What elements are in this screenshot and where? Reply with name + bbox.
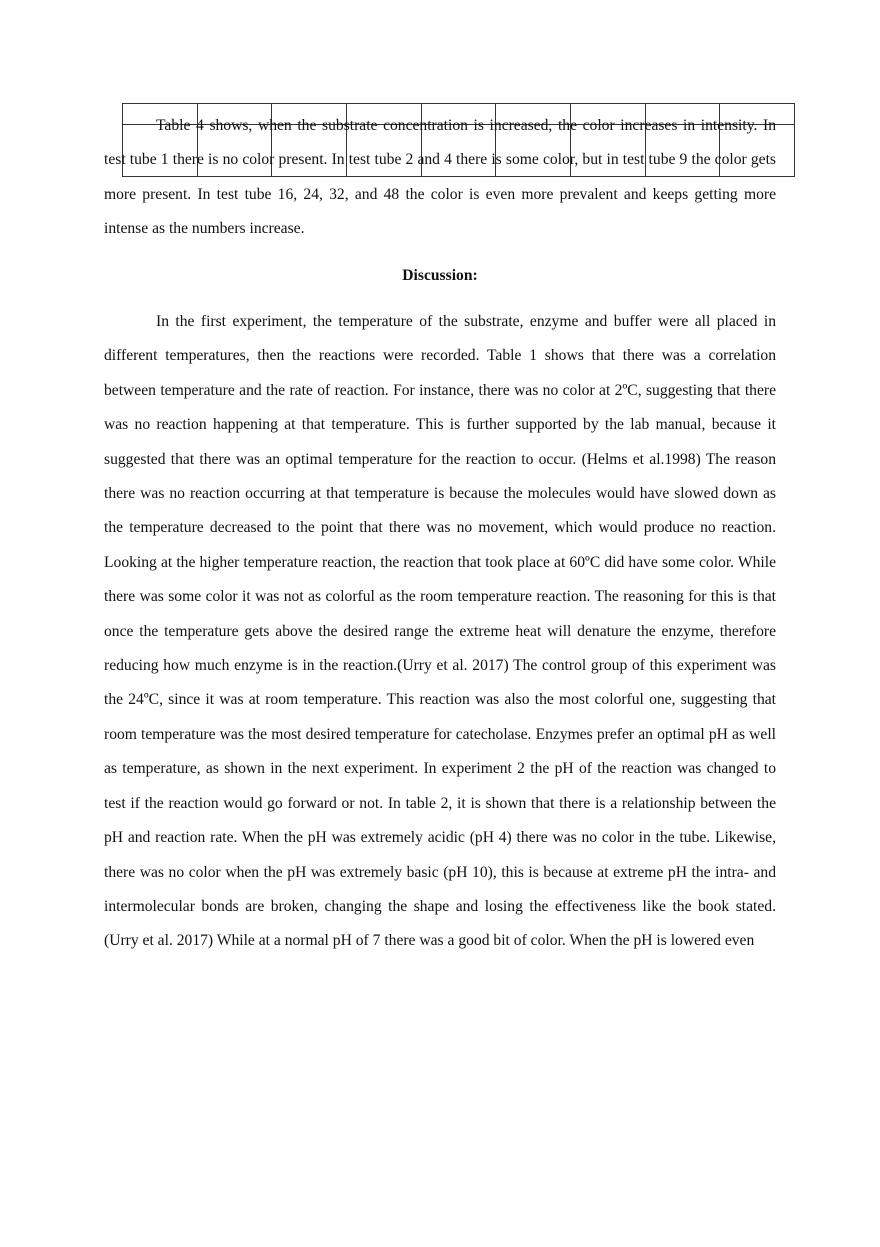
discussion-text-block: [104, 305, 776, 959]
results-paragraph: Table 4 shows, when the substrate concentration is increased, the color increases in intensity. In test tube 1 there is no color present. In test tube 2 and 4 there is some color, but in test tube 9 the color gets more present. In test tube 16, 24, 32, and 48 the color is even more prevalent and keeps getting more intense as the numbers increase.: [104, 117, 776, 238]
discussion-paragraph: In the first experiment, the temperature of the substrate, enzyme and buffer were all placed in different temperatures, then the reactions were recorded. Table 1 shows that there was a correlation between temperature and the rate of reaction. For instance, there was no color at 2ºC, suggesting that there was no reaction happening at that temperature. This is further supported by the lab manual, because it suggested that there was an optimal temperature for the reaction to occur. (Helms et al.1998) The reason there was no reaction occurring at that temperature is because the molecules would have slowed down as the temperature decreased to the point that there was no movement, which would produce no reaction. Looking at the higher temperature reaction, the reaction that took place at 60ºC did have some color. While there was some color it was not as colorful as the room temperature reaction. The reasoning for this is that once the temperature gets above the desired range the extreme heat will denature the enzyme, therefore reducing how much enzyme is in the reaction.(Urry et al. 2017) The control group of this experiment was the 24ºC, since it was at room temperature. This reaction was also the most colorful one, suggesting that room temperature was the most desired temperature for catecholase. Enzymes prefer an optimal pH as well as temperature, as shown in the next experiment. In experiment 2 the pH of the reaction was changed to test if the reaction would go forward or not. In table 2, it is shown that there is a relationship between the pH and reaction rate. When the pH was extremely acidic (pH 4) there was no color in the tube. Likewise, there was no color when the pH was extremely basic (pH 10), this is because at extreme pH the intra- and intermolecular bonds are broken, changing the shape and losing the effectiveness like the book stated. (Urry et al. 2017) While at a normal pH of 7 there was a good bit of color. When the pH is lowered even: [104, 313, 776, 950]
results-text-block: [104, 109, 776, 247]
discussion-heading: Discussion:: [402, 267, 478, 284]
